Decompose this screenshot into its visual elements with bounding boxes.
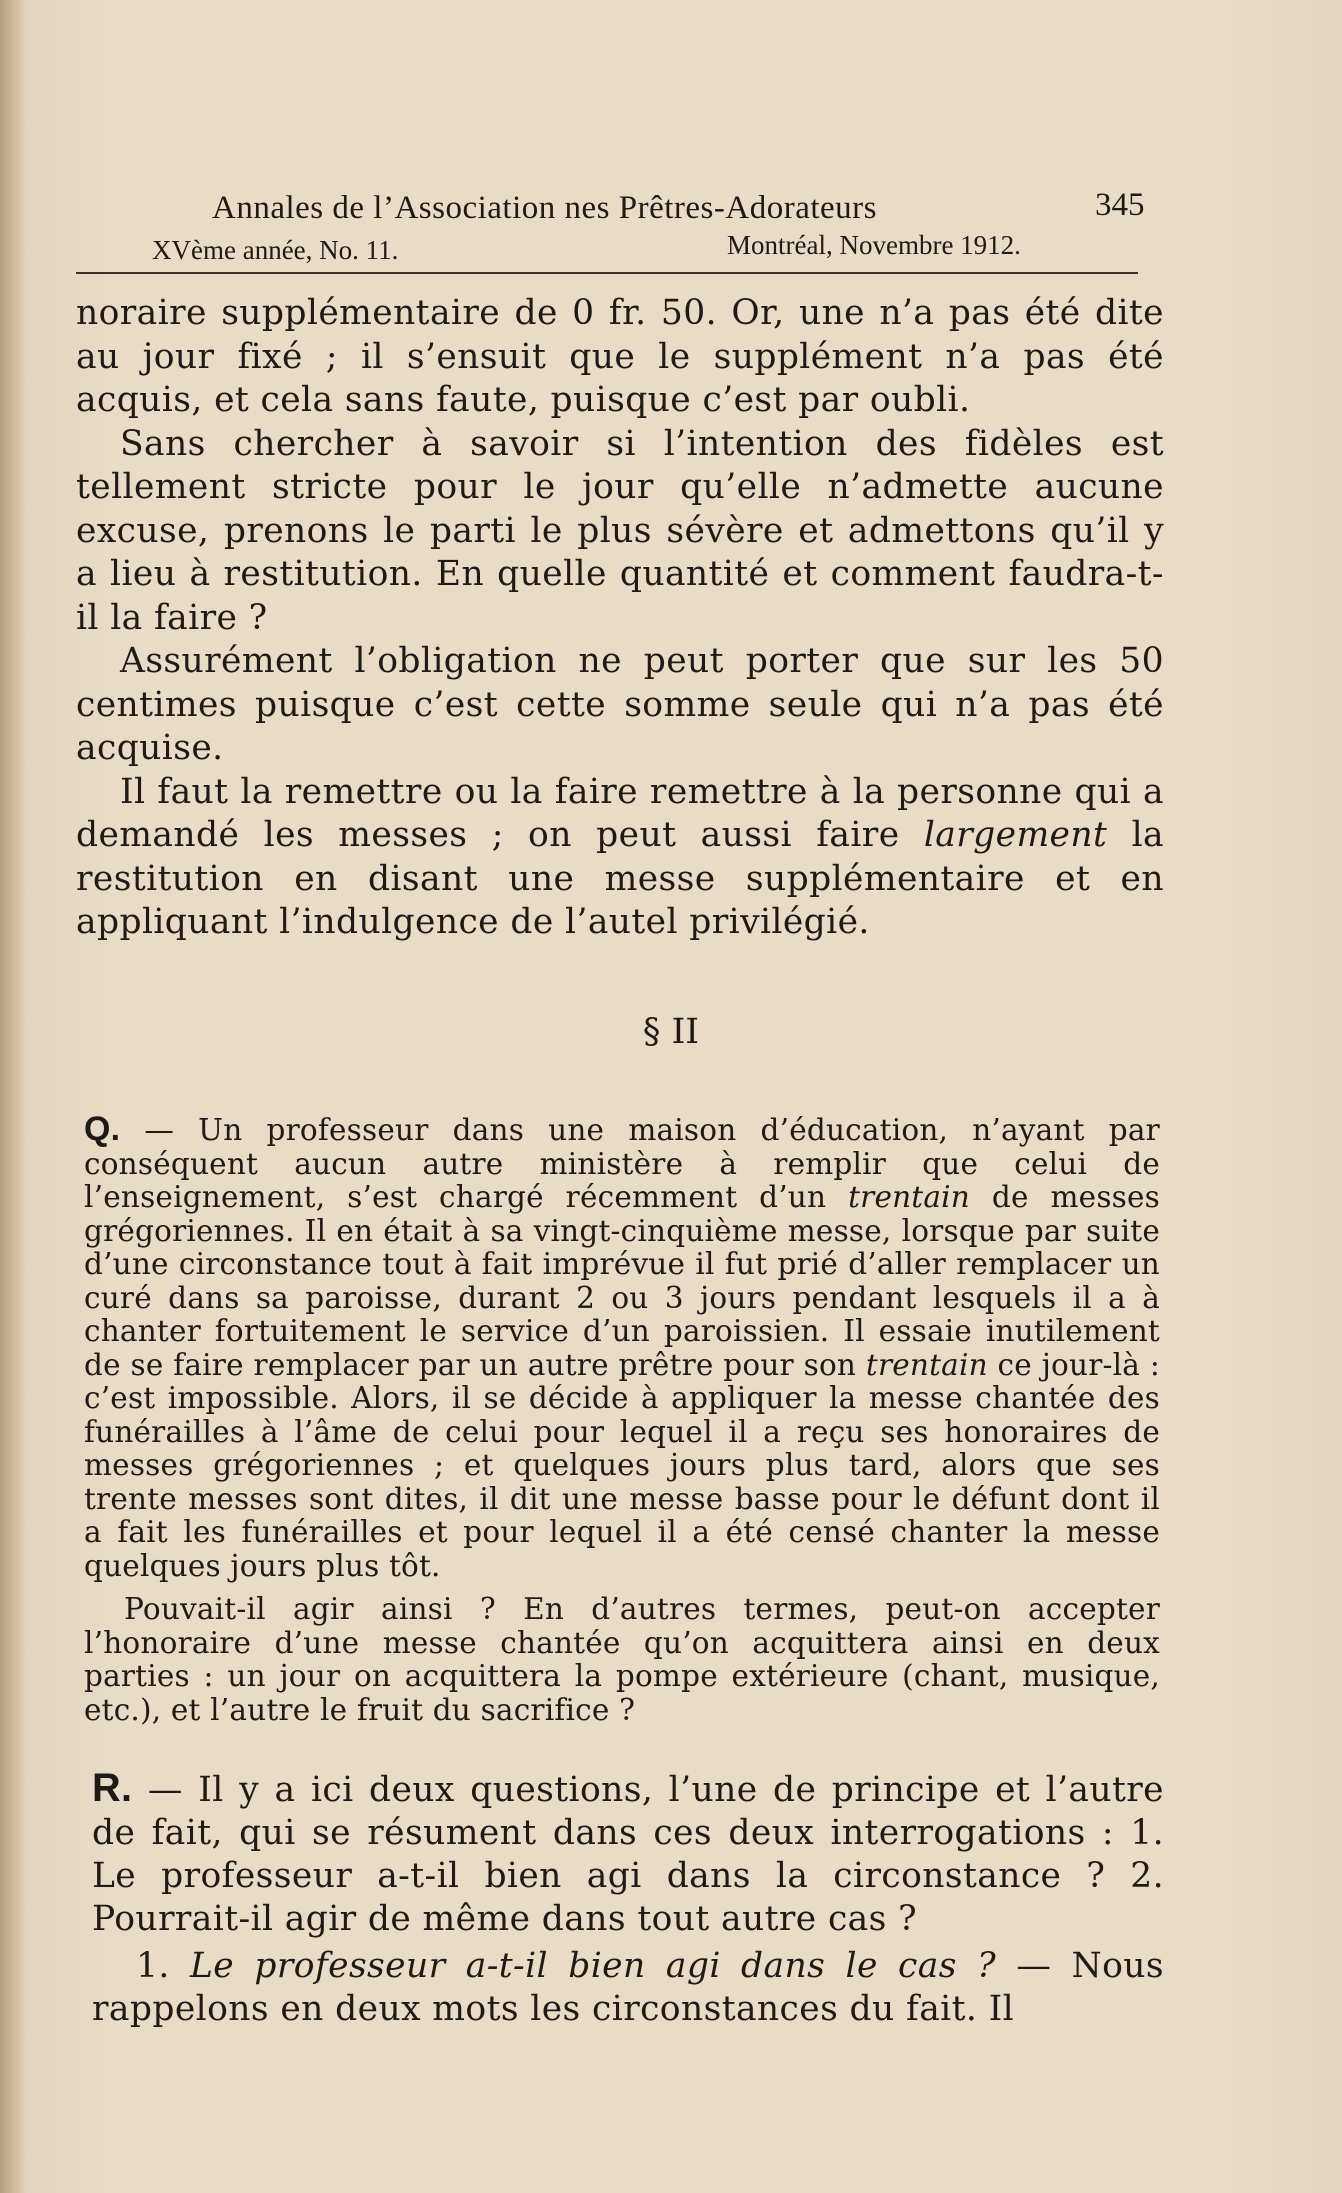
response-text-end: — Nous rappelons en deux mots les circonstances du fait. Il xyxy=(92,1946,1164,2029)
response-italic: Le professeur a-t-il bien agi dans le cas ? xyxy=(190,1946,997,1986)
paragraph-4 xyxy=(76,771,1164,945)
paragraph-3: Assurément l’obligation ne peut porter que sur les 50 centimes puisque c’est cette somme seule qui n’a pas été acquise. xyxy=(76,641,1164,768)
question-text-start: — Un professeur dans une maison d’éducation, n’ayant par conséquent aucun autre ministère à remplir que celui de l’enseignement, s’est chargé récemment d’un xyxy=(84,1113,1160,1214)
page-number: 345 xyxy=(1095,187,1145,223)
paragraph-4-end: la restitution en disant une messe supplémentaire et en appliquant l’indulgence de l’autel privilégié. xyxy=(76,815,1164,942)
response-number: 1. xyxy=(136,1946,190,1986)
paragraph-2: Sans chercher à savoir si l’intention des fidèles est tellement stricte pour le jour qu’elle n’admette aucune excuse, prenons le parti le plus sévère et admettons qu’il y a lieu à restitution. En quelle quantité et comment faudra-t-il la faire ? xyxy=(76,423,1164,638)
opening-paragraphs xyxy=(76,292,1164,945)
question-paragraph-1 xyxy=(84,1110,1160,1583)
place-date: Montréal, Novembre 1912. xyxy=(727,230,1021,260)
question-block xyxy=(84,1110,1160,1727)
question-lead: Q. xyxy=(84,1110,121,1148)
question-text-mid: de messes grégoriennes. Il en était à sa vingt-cinquième messe, lorsque par suite d’une circonstance tout à fait imprévue il fut prié d’aller remplacer un curé dans sa paroisse, durant 2 ou 3 jours pendant lesquels il a à chanter fortuitement le service d’un paroissien. Il essaie inutilement de se faire remplacer par un autre prêtre pour son xyxy=(84,1180,1160,1382)
paragraph-4-start: Il faut la remettre ou la faire remettre à la personne qui a demandé les messes ; on peut aussi faire xyxy=(76,771,1164,855)
response-text: — Il y a ici deux questions, l’une de principe et l’autre de fait, qui se résument dans ces deux interrogations : 1. Le professeur a-t-il bien agi dans la circonstance ? 2. Pourrait-il agir de même dans tout autre cas ? xyxy=(92,1770,1164,1939)
response-paragraph-1 xyxy=(92,1767,1164,1941)
question-italic-2: trentain xyxy=(865,1347,988,1382)
paragraph-1: noraire supplémentaire de 0 fr. 50. Or, une n’a pas été dite au jour fixé ; il s’ensuit que le supplément n’a pas été acquis, et cela sans faute, puisque c’est par oubli. xyxy=(76,293,1164,420)
journal-title: Annales de l’Association nes Prêtres-Adorateurs xyxy=(212,190,877,226)
response-paragraph-2 xyxy=(92,1945,1164,2031)
paragraph-4-italic: largement xyxy=(923,815,1108,855)
response-lead: R. xyxy=(92,1766,133,1810)
question-paragraph-2: Pouvait-il agir ainsi ? En d’autres termes, peut-on accepter l’honoraire d’une messe chantée qu’on acquittera ainsi en deux parties : un jour on acquittera la pompe extérieure (chant, musique, etc.), et l’autre le fruit du sacrifice ? xyxy=(84,1592,1160,1727)
question-italic-1: trentain xyxy=(848,1180,970,1214)
response-block xyxy=(92,1767,1164,2031)
section-heading: § II xyxy=(642,1012,700,1052)
header-rule xyxy=(76,272,1138,274)
question-text-end: ce jour-là : c’est impossible. Alors, il se décide à appliquer la messe chantée des funérailles à l’âme de celui pour lequel il a reçu ses honoraires de messes grégoriennes ; et quelques jours plus tard, alors que ses trente messes sont dites, il dit une messe basse pour le défunt dont il a fait les funérailles et pour lequel il a été censé chanter la messe quelques jours plus tôt. xyxy=(84,1347,1160,1583)
volume-line: XVème année, No. 11. xyxy=(152,235,399,265)
binding-edge xyxy=(0,0,26,2193)
